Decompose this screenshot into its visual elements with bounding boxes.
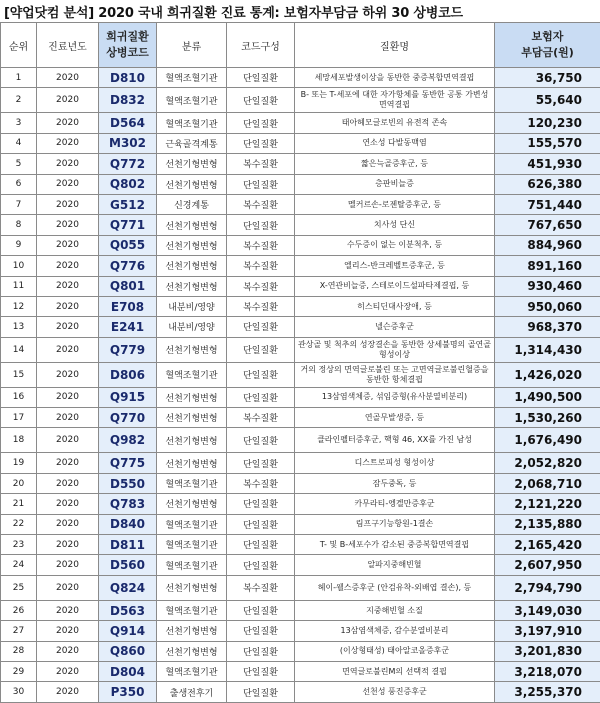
cell-rank: 15	[1, 362, 37, 387]
cell-composition: 단일질환	[227, 453, 295, 473]
cell-composition: 단일질환	[227, 88, 295, 113]
cell-amount: 1,490,500	[495, 387, 600, 407]
cell-category: 선천기형변형	[157, 408, 227, 428]
cell-disease: 면역글로불린M의 선택적 결핍	[295, 661, 495, 681]
cell-rank: 27	[1, 621, 37, 641]
cell-category: 혈액조혈기관	[157, 362, 227, 387]
cell-code: Q770	[99, 408, 157, 428]
header-rank: 순위	[1, 23, 37, 68]
cell-composition: 복수질환	[227, 194, 295, 214]
cell-year: 2020	[37, 555, 99, 575]
table-row	[1, 387, 600, 407]
cell-category: 혈액조혈기관	[157, 661, 227, 681]
cell-amount: 155,570	[495, 133, 600, 153]
cell-rank: 23	[1, 535, 37, 555]
table-row	[1, 113, 600, 133]
cell-category: 출생전후기	[157, 682, 227, 702]
page-title: [약업닷컴 분석] 2020 국내 희귀질환 진료 통계: 보험자부담금 하위 30 상병코드	[4, 2, 463, 21]
cell-year: 2020	[37, 514, 99, 534]
table-row	[1, 428, 600, 453]
cell-amount: 626,380	[495, 174, 600, 194]
cell-code: Q783	[99, 494, 157, 514]
cell-composition: 단일질환	[227, 535, 295, 555]
header-category: 분류	[157, 23, 227, 68]
cell-rank: 11	[1, 276, 37, 296]
cell-code: D811	[99, 535, 157, 555]
cell-amount: 3,197,910	[495, 621, 600, 641]
cell-category: 선천기형변형	[157, 428, 227, 453]
cell-year: 2020	[37, 453, 99, 473]
cell-composition: 단일질환	[227, 600, 295, 620]
cell-disease: 13삼염색체증, 감수분열비분리	[295, 621, 495, 641]
cell-disease: 거의 정상의 면역글로불린 또는 고면역글로불린혈증을 동반한 항체결핍	[295, 362, 495, 387]
cell-rank: 9	[1, 235, 37, 255]
cell-disease: 층판비늘증	[295, 174, 495, 194]
cell-code: Q055	[99, 235, 157, 255]
cell-rank: 10	[1, 256, 37, 276]
cell-composition: 단일질환	[227, 133, 295, 153]
cell-amount: 1,314,430	[495, 337, 600, 362]
table-row	[1, 621, 600, 641]
cell-year: 2020	[37, 215, 99, 235]
cell-rank: 6	[1, 174, 37, 194]
cell-composition: 단일질환	[227, 317, 295, 337]
cell-disease: T- 및 B-세포수가 감소된 중증복합면역결핍	[295, 535, 495, 555]
table-row	[1, 600, 600, 620]
cell-category: 선천기형변형	[157, 453, 227, 473]
table-row	[1, 682, 600, 702]
cell-year: 2020	[37, 276, 99, 296]
cell-composition: 단일질환	[227, 514, 295, 534]
header-code	[99, 23, 157, 68]
cell-code: Q802	[99, 174, 157, 194]
cell-rank: 22	[1, 514, 37, 534]
table-row	[1, 575, 600, 600]
cell-category: 선천기형변형	[157, 174, 227, 194]
cell-rank: 13	[1, 317, 37, 337]
cell-category: 혈액조혈기관	[157, 555, 227, 575]
cell-composition: 단일질환	[227, 641, 295, 661]
cell-amount: 3,149,030	[495, 600, 600, 620]
cell-amount: 451,930	[495, 154, 600, 174]
cell-code: D563	[99, 600, 157, 620]
cell-year: 2020	[37, 408, 99, 428]
cell-disease: 관상골 및 척추의 성장결손을 동반한 상세불명의 골연골형성이상	[295, 337, 495, 362]
header-amount-line2: 부담금(원)	[495, 45, 600, 61]
cell-disease: 치사성 단신	[295, 215, 495, 235]
cell-code: D804	[99, 661, 157, 681]
cell-rank: 8	[1, 215, 37, 235]
table-row	[1, 174, 600, 194]
cell-composition: 복수질환	[227, 235, 295, 255]
cell-disease: 알파지중해빈혈	[295, 555, 495, 575]
cell-code: D550	[99, 473, 157, 493]
cell-year: 2020	[37, 661, 99, 681]
cell-amount: 1,530,260	[495, 408, 600, 428]
rare-disease-table	[0, 22, 600, 703]
cell-year: 2020	[37, 428, 99, 453]
table-row	[1, 362, 600, 387]
cell-amount: 1,426,020	[495, 362, 600, 387]
cell-rank: 17	[1, 408, 37, 428]
cell-composition: 복수질환	[227, 296, 295, 316]
table-row	[1, 235, 600, 255]
cell-code: Q824	[99, 575, 157, 600]
cell-composition: 단일질환	[227, 555, 295, 575]
cell-amount: 36,750	[495, 68, 600, 88]
cell-year: 2020	[37, 387, 99, 407]
table-row	[1, 317, 600, 337]
cell-code: D840	[99, 514, 157, 534]
cell-amount: 751,440	[495, 194, 600, 214]
cell-rank: 4	[1, 133, 37, 153]
table-row	[1, 276, 600, 296]
cell-rank: 14	[1, 337, 37, 362]
cell-year: 2020	[37, 494, 99, 514]
cell-category: 선천기형변형	[157, 276, 227, 296]
cell-disease: 클라인펠터증후군, 핵형 46, XX를 가진 남성	[295, 428, 495, 453]
cell-disease: (이상형태성) 태아알코올증후군	[295, 641, 495, 661]
cell-rank: 19	[1, 453, 37, 473]
cell-year: 2020	[37, 68, 99, 88]
cell-disease: 13삼염색체증, 섞임증형(유사분열비분리)	[295, 387, 495, 407]
cell-year: 2020	[37, 235, 99, 255]
table-row	[1, 453, 600, 473]
cell-disease: X-연관비늘증, 스테로이드설파타제결핍, 등	[295, 276, 495, 296]
cell-year: 2020	[37, 621, 99, 641]
cell-code: D810	[99, 68, 157, 88]
cell-composition: 복수질환	[227, 473, 295, 493]
cell-amount: 2,068,710	[495, 473, 600, 493]
cell-disease: 카무라티-엥겔만증후군	[295, 494, 495, 514]
cell-amount: 3,201,830	[495, 641, 600, 661]
cell-category: 선천기형변형	[157, 641, 227, 661]
cell-code: D832	[99, 88, 157, 113]
cell-year: 2020	[37, 88, 99, 113]
cell-category: 혈액조혈기관	[157, 535, 227, 555]
cell-category: 혈액조혈기관	[157, 473, 227, 493]
cell-rank: 1	[1, 68, 37, 88]
cell-year: 2020	[37, 641, 99, 661]
cell-disease: 히스티딘대사장애, 등	[295, 296, 495, 316]
table-row	[1, 133, 600, 153]
cell-rank: 20	[1, 473, 37, 493]
cell-category: 선천기형변형	[157, 387, 227, 407]
cell-composition: 단일질환	[227, 661, 295, 681]
cell-composition: 단일질환	[227, 428, 295, 453]
cell-year: 2020	[37, 113, 99, 133]
header-amount	[495, 23, 600, 68]
cell-category: 내분비/영양	[157, 317, 227, 337]
cell-year: 2020	[37, 154, 99, 174]
cell-rank: 29	[1, 661, 37, 681]
table-row	[1, 88, 600, 113]
cell-disease: 세망세포발생이상을 동반한 중증복합면역결핍	[295, 68, 495, 88]
cell-amount: 3,255,370	[495, 682, 600, 702]
cell-disease: 연소성 다발동맥염	[295, 133, 495, 153]
cell-year: 2020	[37, 473, 99, 493]
cell-category: 선천기형변형	[157, 337, 227, 362]
cell-disease: 헤이-웰스증후군 (안검유착-외배엽 결손), 등	[295, 575, 495, 600]
cell-amount: 120,230	[495, 113, 600, 133]
cell-year: 2020	[37, 600, 99, 620]
cell-rank: 7	[1, 194, 37, 214]
table-row	[1, 514, 600, 534]
cell-disease: 선천성 풍진증후군	[295, 682, 495, 702]
table-row	[1, 68, 600, 88]
cell-disease: 넬슨증후군	[295, 317, 495, 337]
cell-code: Q915	[99, 387, 157, 407]
cell-composition: 단일질환	[227, 337, 295, 362]
cell-disease: 짧은늑골증후군, 등	[295, 154, 495, 174]
cell-category: 혈액조혈기관	[157, 600, 227, 620]
cell-disease: 지중해빈혈 소질	[295, 600, 495, 620]
cell-rank: 21	[1, 494, 37, 514]
cell-disease: 잠두중독, 등	[295, 473, 495, 493]
cell-composition: 단일질환	[227, 68, 295, 88]
header-code-line2: 상병코드	[99, 45, 156, 61]
cell-category: 혈액조혈기관	[157, 88, 227, 113]
cell-code: Q801	[99, 276, 157, 296]
cell-composition: 단일질환	[227, 113, 295, 133]
cell-code: D560	[99, 555, 157, 575]
cell-category: 선천기형변형	[157, 154, 227, 174]
cell-amount: 2,165,420	[495, 535, 600, 555]
cell-rank: 18	[1, 428, 37, 453]
cell-category: 신경계통	[157, 194, 227, 214]
cell-rank: 28	[1, 641, 37, 661]
cell-rank: 12	[1, 296, 37, 316]
cell-rank: 25	[1, 575, 37, 600]
table-row	[1, 473, 600, 493]
cell-code: Q772	[99, 154, 157, 174]
cell-amount: 930,460	[495, 276, 600, 296]
cell-composition: 복수질환	[227, 256, 295, 276]
cell-composition: 단일질환	[227, 387, 295, 407]
table-row	[1, 555, 600, 575]
cell-composition: 복수질환	[227, 575, 295, 600]
cell-code: G512	[99, 194, 157, 214]
cell-composition: 단일질환	[227, 215, 295, 235]
cell-code: P350	[99, 682, 157, 702]
cell-category: 근육골격계통	[157, 133, 227, 153]
table-row	[1, 154, 600, 174]
cell-code: Q860	[99, 641, 157, 661]
cell-rank: 26	[1, 600, 37, 620]
cell-disease: 림프구기능항원-1결손	[295, 514, 495, 534]
cell-code: E241	[99, 317, 157, 337]
table-row	[1, 494, 600, 514]
cell-amount: 55,640	[495, 88, 600, 113]
cell-composition: 단일질환	[227, 174, 295, 194]
header-disease: 질환명	[295, 23, 495, 68]
cell-rank: 24	[1, 555, 37, 575]
cell-year: 2020	[37, 362, 99, 387]
table-row	[1, 337, 600, 362]
cell-rank: 5	[1, 154, 37, 174]
cell-code: D806	[99, 362, 157, 387]
cell-disease: 멜커르손-로젠탈증후군, 등	[295, 194, 495, 214]
table-row	[1, 194, 600, 214]
table-row	[1, 215, 600, 235]
cell-composition: 단일질환	[227, 494, 295, 514]
cell-amount: 1,676,490	[495, 428, 600, 453]
table-row	[1, 256, 600, 276]
cell-composition: 단일질환	[227, 682, 295, 702]
cell-amount: 767,650	[495, 215, 600, 235]
header-row	[1, 23, 600, 68]
table-row	[1, 408, 600, 428]
cell-amount: 2,121,220	[495, 494, 600, 514]
cell-year: 2020	[37, 317, 99, 337]
cell-code: Q776	[99, 256, 157, 276]
cell-disease: 엘리스-반크레벨트증후군, 등	[295, 256, 495, 276]
table-row	[1, 296, 600, 316]
cell-disease: 태아헤모글로빈의 유전적 존속	[295, 113, 495, 133]
cell-year: 2020	[37, 256, 99, 276]
cell-disease: 디스트로피성 형성이상	[295, 453, 495, 473]
cell-year: 2020	[37, 682, 99, 702]
cell-category: 선천기형변형	[157, 575, 227, 600]
cell-amount: 950,060	[495, 296, 600, 316]
cell-category: 선천기형변형	[157, 256, 227, 276]
cell-disease: 연골무발생증, 등	[295, 408, 495, 428]
cell-composition: 복수질환	[227, 154, 295, 174]
cell-year: 2020	[37, 174, 99, 194]
cell-year: 2020	[37, 194, 99, 214]
cell-category: 선천기형변형	[157, 235, 227, 255]
cell-amount: 2,607,950	[495, 555, 600, 575]
cell-year: 2020	[37, 296, 99, 316]
cell-amount: 3,218,070	[495, 661, 600, 681]
cell-code: M302	[99, 133, 157, 153]
cell-category: 선천기형변형	[157, 215, 227, 235]
cell-code: E708	[99, 296, 157, 316]
cell-amount: 884,960	[495, 235, 600, 255]
cell-rank: 16	[1, 387, 37, 407]
cell-year: 2020	[37, 575, 99, 600]
cell-category: 혈액조혈기관	[157, 113, 227, 133]
cell-amount: 968,370	[495, 317, 600, 337]
cell-category: 혈액조혈기관	[157, 68, 227, 88]
cell-code: Q775	[99, 453, 157, 473]
header-amount-line1: 보험자	[495, 29, 600, 45]
cell-amount: 2,794,790	[495, 575, 600, 600]
cell-code: Q779	[99, 337, 157, 362]
cell-rank: 30	[1, 682, 37, 702]
table-row	[1, 641, 600, 661]
header-year: 진료년도	[37, 23, 99, 68]
table-row	[1, 535, 600, 555]
cell-amount: 2,052,820	[495, 453, 600, 473]
cell-disease: 수두증이 없는 이분척추, 등	[295, 235, 495, 255]
header-code-line1: 희귀질환	[99, 29, 156, 45]
cell-category: 선천기형변형	[157, 621, 227, 641]
cell-category: 내분비/영양	[157, 296, 227, 316]
cell-year: 2020	[37, 337, 99, 362]
cell-composition: 단일질환	[227, 362, 295, 387]
cell-year: 2020	[37, 535, 99, 555]
cell-code: D564	[99, 113, 157, 133]
cell-composition: 복수질환	[227, 276, 295, 296]
cell-composition: 단일질환	[227, 621, 295, 641]
cell-code: Q771	[99, 215, 157, 235]
cell-code: Q914	[99, 621, 157, 641]
cell-rank: 3	[1, 113, 37, 133]
cell-amount: 2,135,880	[495, 514, 600, 534]
cell-amount: 891,160	[495, 256, 600, 276]
cell-rank: 2	[1, 88, 37, 113]
table-body	[1, 68, 600, 703]
cell-year: 2020	[37, 133, 99, 153]
cell-disease: B- 또는 T-세포에 대한 자가항체를 동반한 공통 가변성 면역결핍	[295, 88, 495, 113]
cell-code: Q982	[99, 428, 157, 453]
cell-composition: 복수질환	[227, 408, 295, 428]
header-composition: 코드구성	[227, 23, 295, 68]
cell-category: 혈액조혈기관	[157, 514, 227, 534]
table-row	[1, 661, 600, 681]
cell-category: 선천기형변형	[157, 494, 227, 514]
